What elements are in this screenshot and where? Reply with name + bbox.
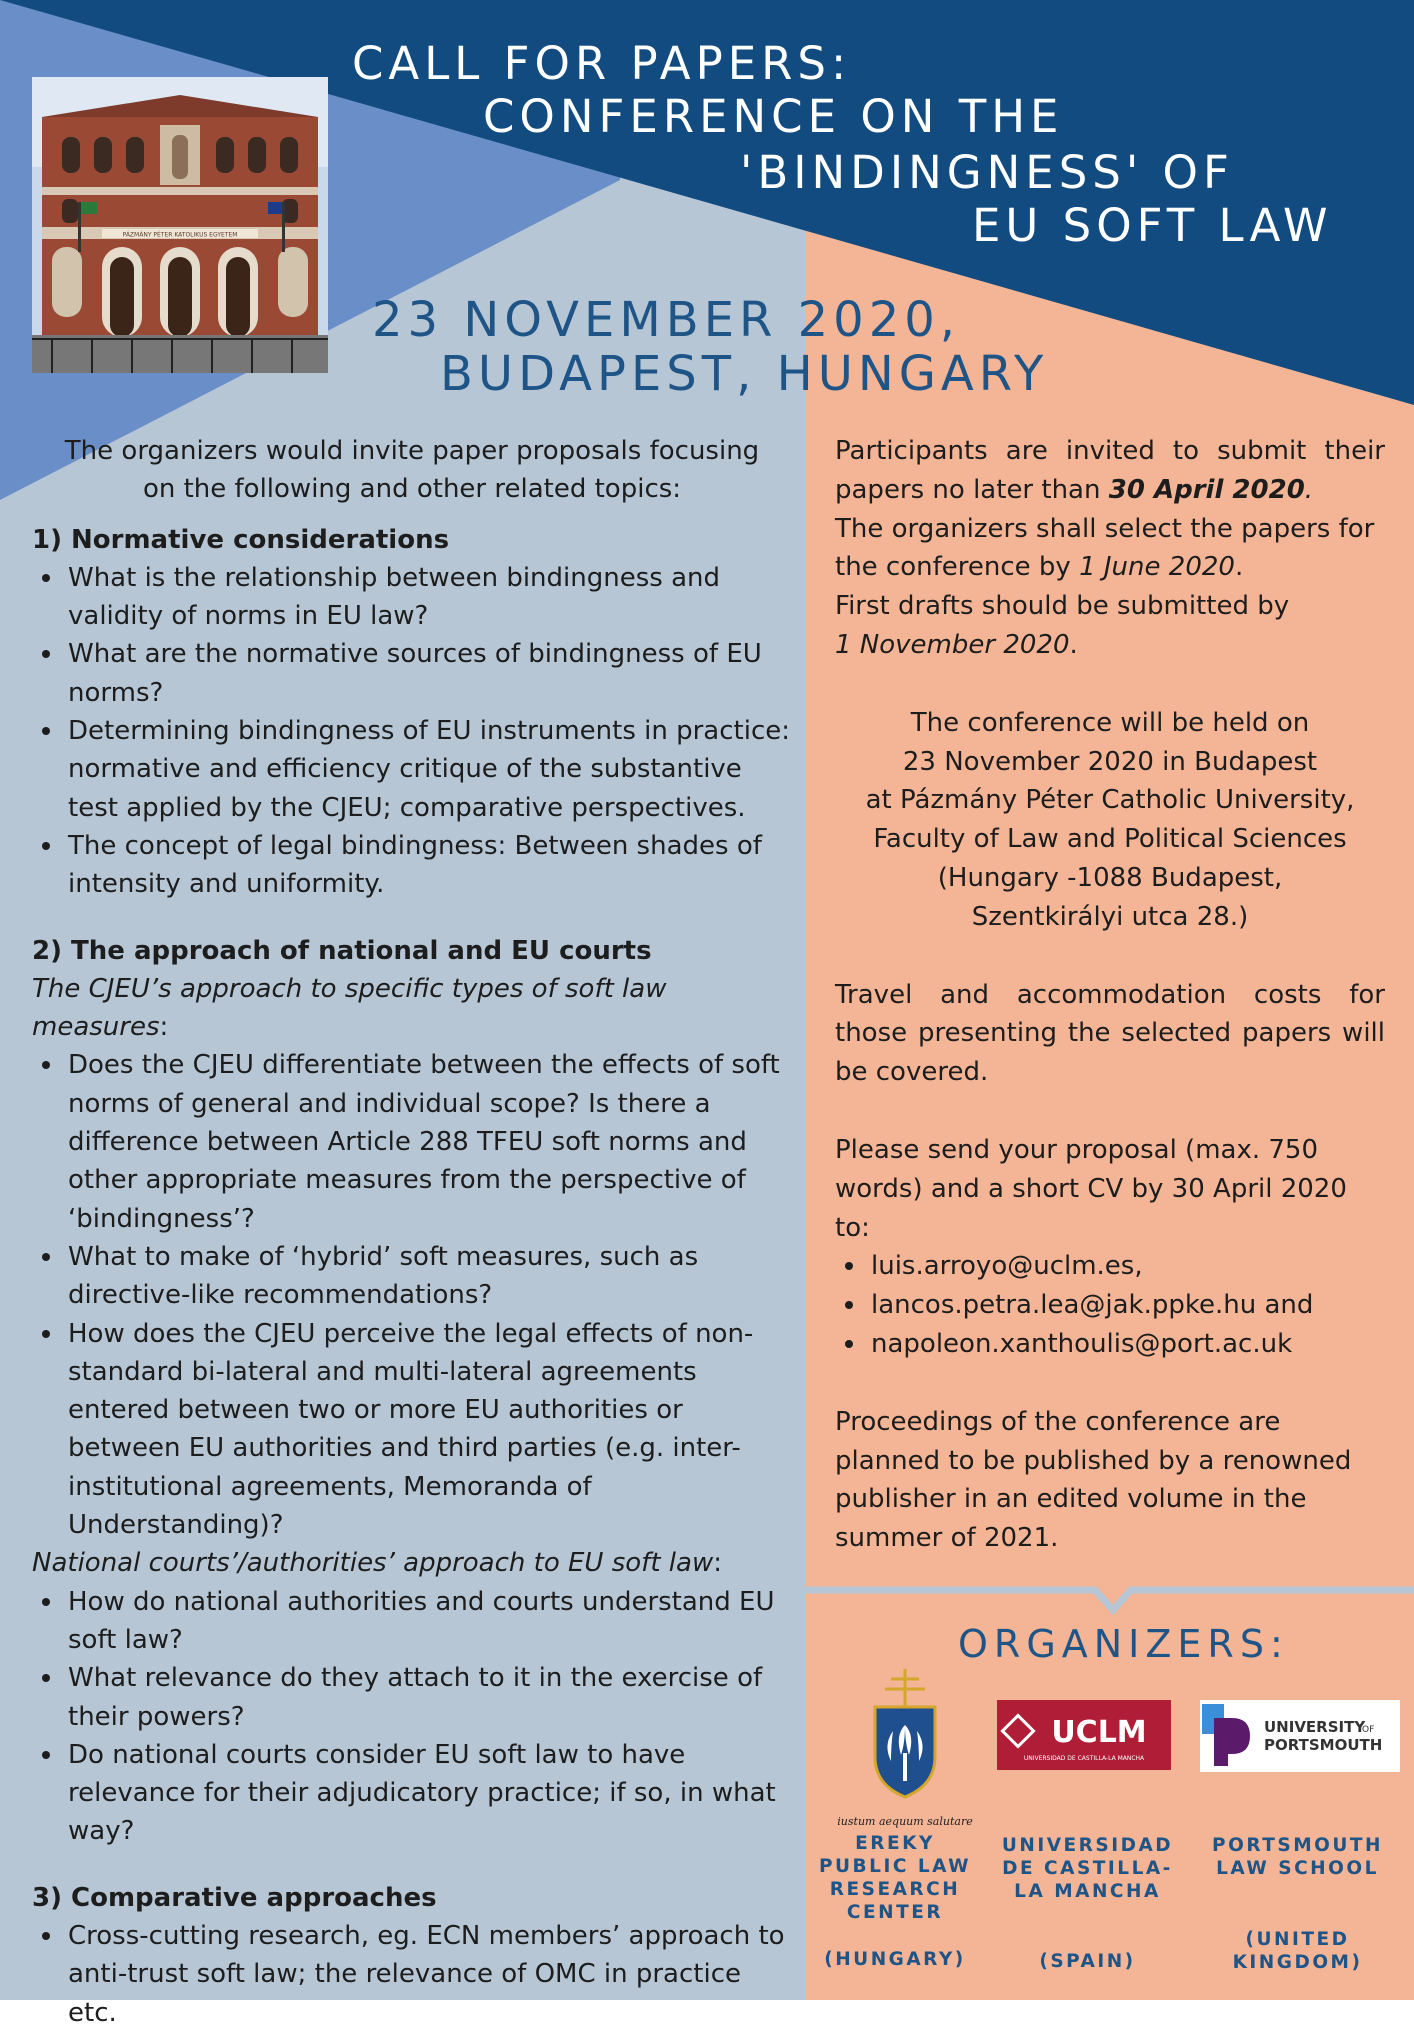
- list-item: Cross-cutting research, eg. ECN members’ approach to anti-trust soft law; the relevance of OMC in practice etc.: [68, 1917, 792, 2032]
- submission-deadline-text: Participants are invited to submit their papers no later than 30 April 2020.: [835, 436, 1385, 505]
- left-column: [32, 432, 792, 2032]
- section-heading-comparative: 3) Comparative approaches: [32, 1882, 437, 1913]
- email-link[interactable]: lancos.petra.lea@jak.ppke.hu and: [871, 1286, 1385, 1325]
- organizer-portsmouth-name: PORTSMOUTH LAW SCHOOL: [1212, 1835, 1383, 1879]
- list-item: Do national courts consider EU soft law to have relevance for their adjudicatory practice; if so, in what way?: [68, 1736, 792, 1851]
- organizer-uclm-name: UNIVERSIDAD DE CASTILLA- LA MANCHA: [1001, 1835, 1174, 1902]
- ereky-logo: [837, 1665, 973, 1835]
- email-list: [835, 1247, 1385, 1363]
- selection-date-text: The organizers shall select the papers for the conference by 1 June 2020.: [835, 513, 1375, 583]
- date-line-2: BUDAPEST, HUNGARY: [440, 346, 1049, 402]
- venue-block: The conference will be held on 23 November 2020 in Budapest at Pázmány Péter Catholic University, Faculty of Law and Political Sciences (Hungary -1088 Budapest, Szentkirályi utca 28.): [865, 707, 1355, 932]
- section-heading-normative: 1) Normative considerations: [32, 524, 450, 555]
- list-item: How do national authorities and courts understand EU soft law?: [68, 1583, 792, 1660]
- list-item: Does the CJEU differentiate between the effects of soft norms of general and individual scope? Is there a difference between Article 288 TFEU soft norms and other appropriate measures from the perspective of ‘bindingness’?: [68, 1046, 792, 1237]
- portsmouth-logo-line2: PORTSMOUTH: [1264, 1736, 1383, 1754]
- organizer-uclm-country: (SPAIN): [1039, 1951, 1136, 1972]
- portsmouth-logo-of: OF: [1362, 1725, 1375, 1735]
- uclm-logo-subtext: UNIVERSIDAD DE CASTILLA-LA MANCHA: [1023, 1755, 1145, 1762]
- ereky-logo-motto: iustum aequum salutare: [837, 1815, 973, 1828]
- comparative-list: [32, 1917, 792, 2032]
- organizer-ereky-name: EREKY PUBLIC LAW RESEARCH CENTER: [818, 1833, 972, 1923]
- university-building-photo: [32, 77, 328, 373]
- list-item: How does the CJEU perceive the legal effects of non-standard bi-lateral and multi-lateral agreements entered between two or more EU authorities or between EU authorities and third parties (e.g. inter-institutional agreements, Memoranda of Understanding)?: [68, 1315, 792, 1545]
- title-line-1: CALL FOR PAPERS:: [352, 37, 852, 90]
- organizers-heading: ORGANIZERS:: [958, 1622, 1289, 1666]
- building-inscription: PÁZMÁNY PÉTER KATOLIKUS EGYETEM: [122, 231, 238, 239]
- list-item: What to make of ‘hybrid’ soft measures, such as directive-like recommendations?: [68, 1238, 792, 1315]
- send-proposal-text: Please send your proposal (max. 750 words) and a short CV by 30 April 2020 to:: [835, 1134, 1347, 1243]
- organizer-ereky-country: (HUNGARY): [824, 1949, 966, 1970]
- list-item: The concept of legal bindingness: Between shades of intensity and uniformity.: [68, 827, 792, 904]
- intro-text: The organizers would invite paper proposals focusing on the following and other related topics:: [64, 436, 760, 505]
- email-link[interactable]: napoleon.xanthoulis@port.ac.uk: [871, 1325, 1385, 1364]
- list-item: Determining bindingness of EU instruments in practice: normative and efficiency critique of the substantive test applied by the CJEU; comparative perspectives.: [68, 712, 792, 827]
- uclm-logo-text: UCLM: [1051, 1715, 1147, 1750]
- courts-subheading-cjeu: The CJEU’s approach to specific types of soft law measures:: [32, 973, 667, 1043]
- list-item: What are the normative sources of bindingness of EU norms?: [68, 635, 792, 712]
- first-drafts-text: First drafts should be submitted by 1 November 2020.: [835, 591, 1290, 660]
- portsmouth-logo-line1: UNIVERSITY: [1264, 1718, 1366, 1736]
- list-item: What relevance do they attach to it in the exercise of their powers?: [68, 1659, 792, 1736]
- courts-subheading-national: National courts’/authorities’ approach to EU soft law:: [32, 1548, 722, 1579]
- list-item: What is the relationship between bindingness and validity of norms in EU law?: [68, 559, 792, 636]
- cjeu-list: [32, 1046, 792, 1544]
- date-line-1: 23 NOVEMBER 2020,: [372, 292, 961, 348]
- title-line-2: CONFERENCE ON THE: [483, 90, 1064, 143]
- section-heading-courts: 2) The approach of national and EU courts: [32, 935, 652, 966]
- portsmouth-logo: [1200, 1700, 1400, 1772]
- national-list: [32, 1583, 792, 1851]
- organizer-portsmouth-country: (UNITED KINGDOM): [1232, 1929, 1363, 1973]
- normative-list: [32, 559, 792, 904]
- proceedings-text: Proceedings of the conference are planned to be published by a renowned publisher in an edited volume in the summer of 2021.: [835, 1406, 1352, 1554]
- email-link[interactable]: luis.arroyo@uclm.es,: [871, 1247, 1385, 1286]
- right-column: [835, 432, 1385, 1558]
- title-line-3: 'BINDINGNESS' OF: [740, 146, 1234, 199]
- uclm-logo: [997, 1700, 1171, 1770]
- travel-costs-text: Travel and accommodation costs for those presenting the selected papers will be covered.: [835, 979, 1385, 1088]
- title-line-4: EU SOFT LAW: [972, 199, 1333, 252]
